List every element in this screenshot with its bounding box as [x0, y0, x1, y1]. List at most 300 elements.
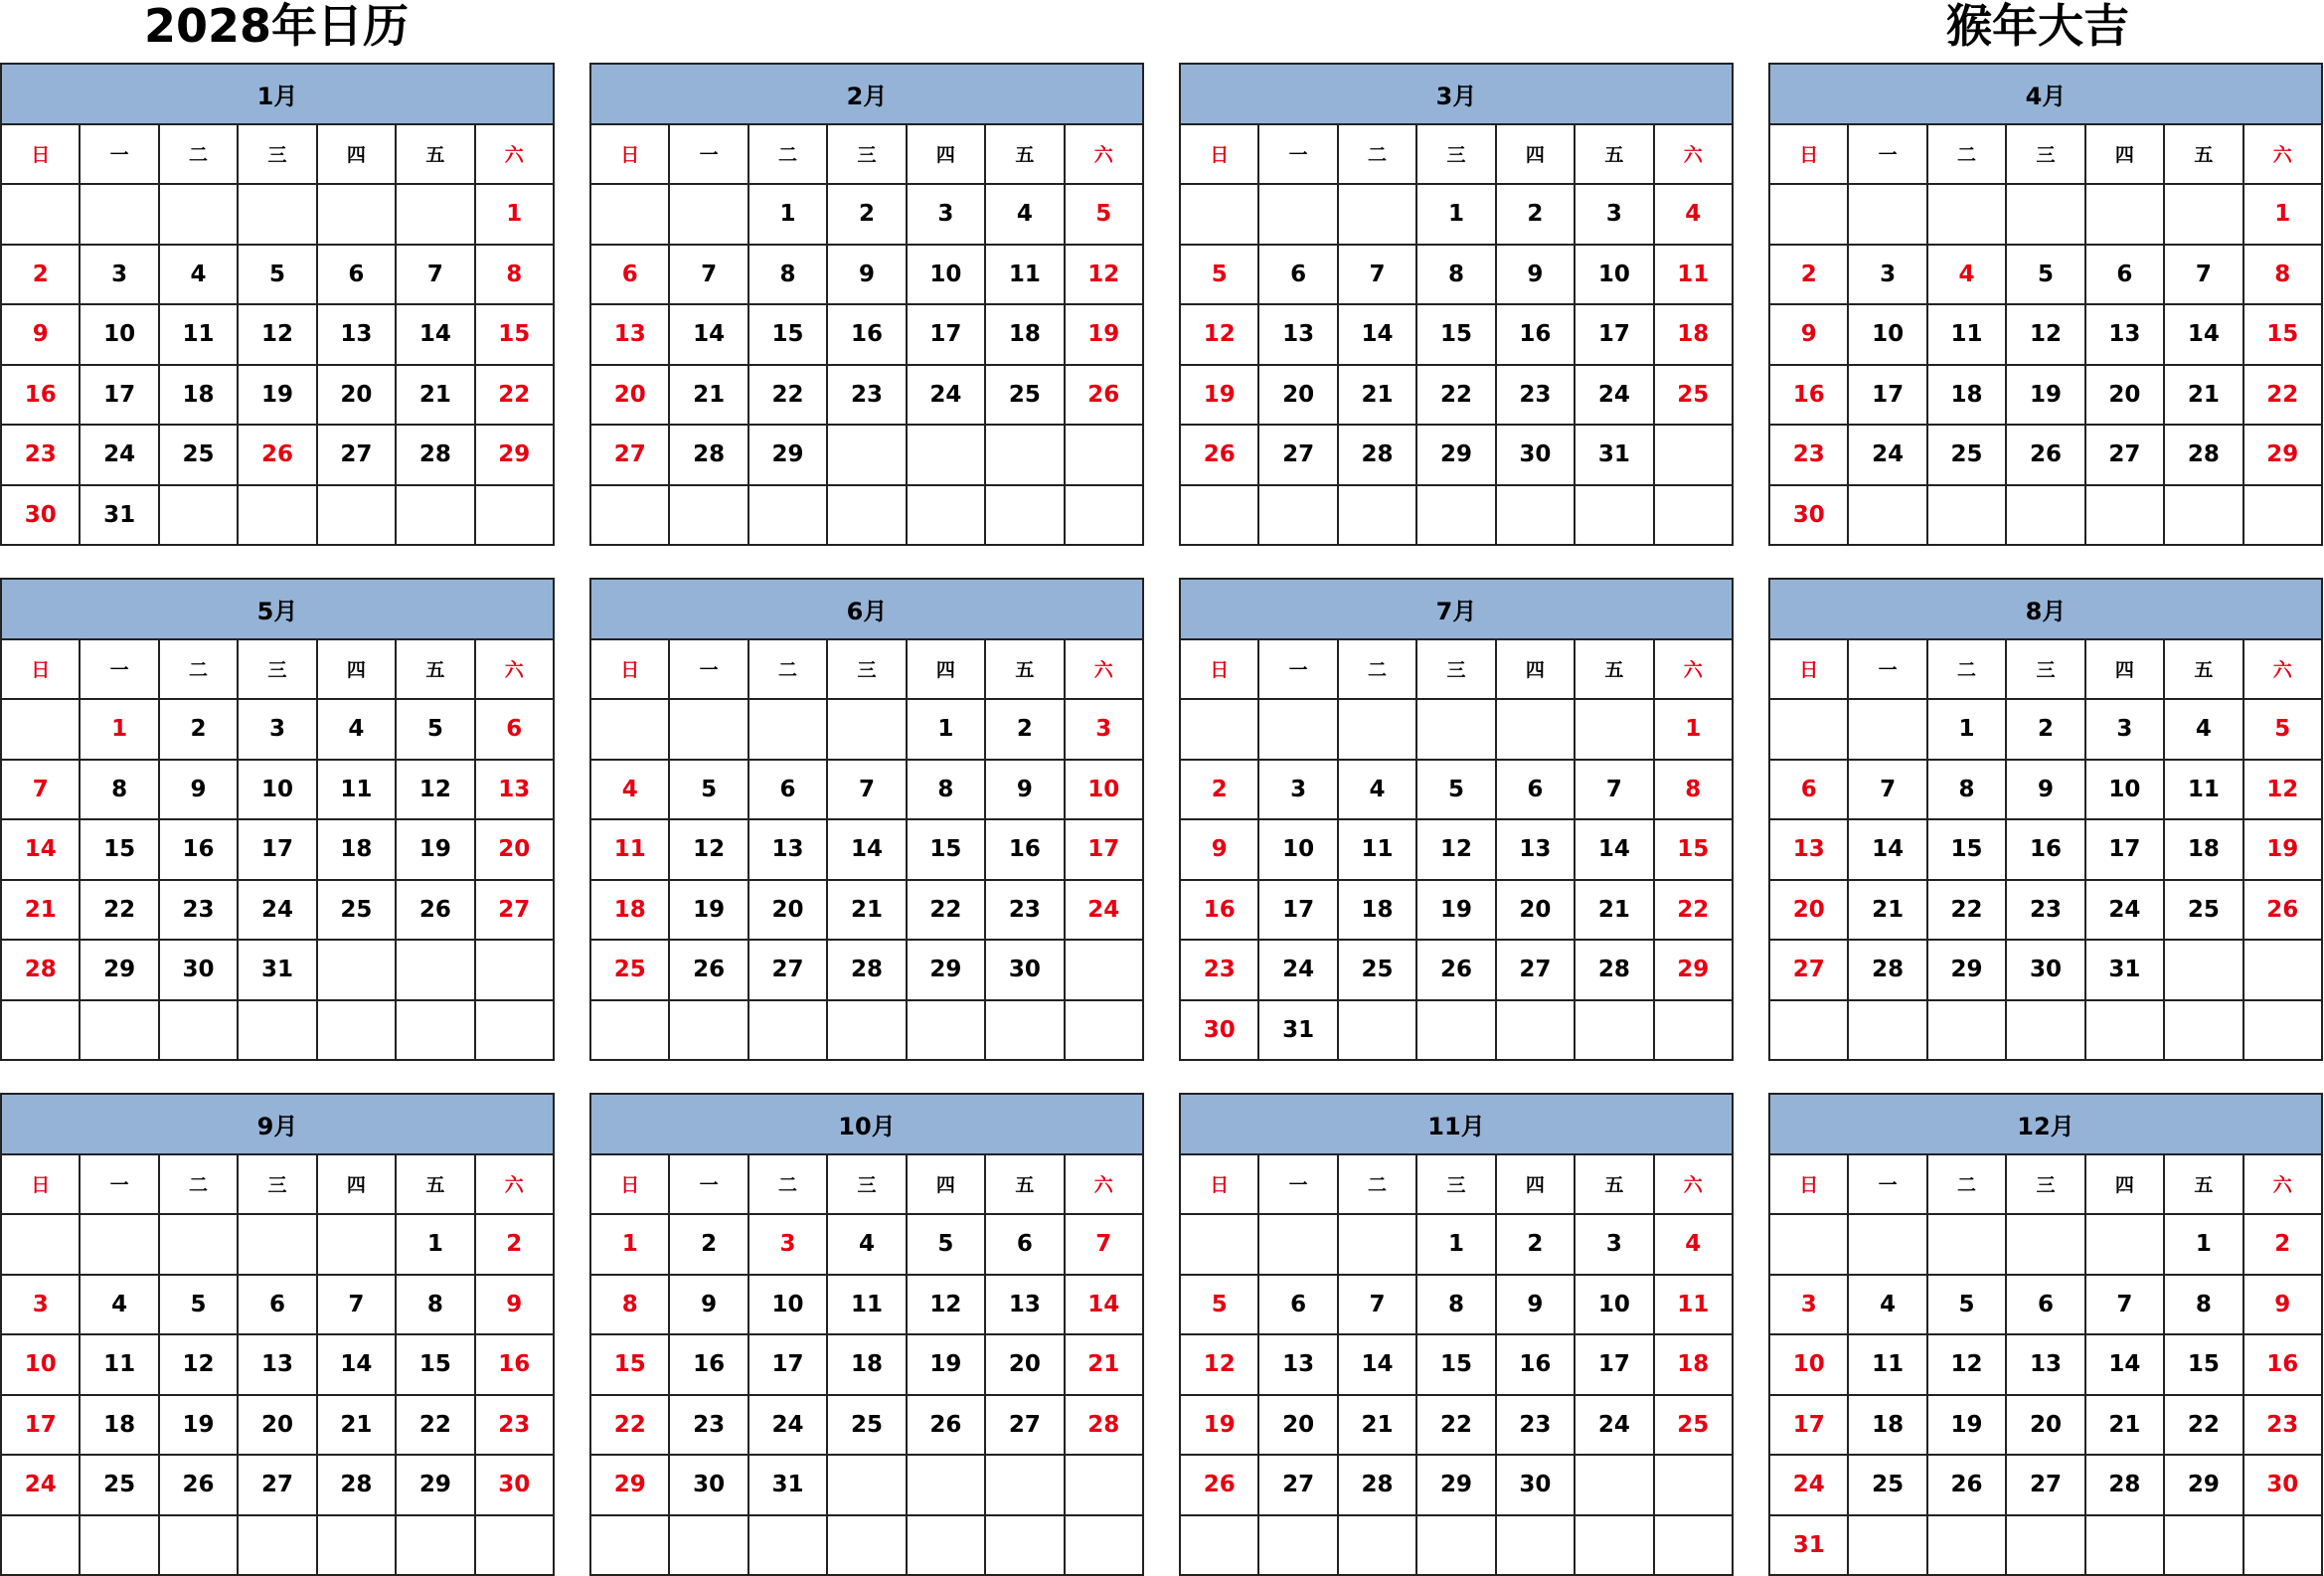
day-cell: 30 — [669, 1455, 747, 1515]
day-cell: 26 — [1416, 940, 1495, 1000]
weekday-label: 六 — [475, 1154, 554, 1215]
day-cell: 8 — [2243, 245, 2322, 305]
day-cell: 7 — [2085, 1275, 2164, 1335]
empty-day-cell — [2243, 940, 2322, 1000]
empty-day-cell — [396, 485, 474, 546]
day-cell: 8 — [80, 760, 158, 820]
day-cell: 31 — [748, 1455, 827, 1515]
day-cell: 27 — [1258, 1455, 1337, 1515]
empty-day-cell — [1258, 699, 1337, 760]
empty-day-cell — [2243, 1000, 2322, 1061]
week-row — [590, 1214, 1143, 1275]
day-cell: 20 — [317, 365, 396, 426]
day-cell: 12 — [396, 760, 474, 820]
day-cell: 24 — [1258, 940, 1337, 1000]
day-cell: 11 — [159, 304, 238, 365]
empty-day-cell — [1416, 1000, 1495, 1061]
week-row — [590, 425, 1143, 485]
empty-day-cell — [1338, 485, 1416, 546]
empty-day-cell — [2085, 184, 2164, 245]
day-cell: 25 — [1927, 425, 2006, 485]
day-cell: 11 — [317, 760, 396, 820]
month-name: 1月 — [1, 64, 554, 124]
weekday-label: 六 — [1654, 124, 1733, 185]
day-cell: 28 — [669, 425, 747, 485]
day-cell: 29 — [475, 425, 554, 485]
day-cell: 30 — [475, 1455, 554, 1515]
empty-day-cell — [1575, 1455, 1653, 1515]
day-cell: 4 — [159, 245, 238, 305]
day-cell: 17 — [1065, 819, 1143, 880]
empty-day-cell — [1065, 1000, 1143, 1061]
weekday-label: 二 — [748, 1154, 827, 1215]
week-row — [590, 365, 1143, 426]
day-cell: 18 — [1927, 365, 2006, 426]
week-row — [1180, 1395, 1733, 1456]
empty-day-cell — [2085, 1000, 2164, 1061]
day-cell: 7 — [1, 760, 80, 820]
day-cell: 5 — [907, 1214, 985, 1275]
empty-day-cell — [2085, 1214, 2164, 1275]
empty-day-cell — [1, 1000, 80, 1061]
weekday-label: 四 — [907, 1154, 985, 1215]
day-cell: 19 — [2243, 819, 2322, 880]
day-cell: 23 — [475, 1395, 554, 1456]
week-row — [590, 760, 1143, 820]
day-cell: 23 — [827, 365, 906, 426]
day-cell: 28 — [827, 940, 906, 1000]
empty-day-cell — [907, 425, 985, 485]
day-cell: 15 — [1416, 304, 1495, 365]
day-cell: 21 — [1848, 880, 1926, 941]
week-row — [590, 245, 1143, 305]
week-row — [1, 304, 554, 365]
day-cell: 22 — [1654, 880, 1733, 941]
day-cell: 5 — [159, 1275, 238, 1335]
empty-day-cell — [827, 1000, 906, 1061]
weekday-label: 五 — [985, 639, 1064, 700]
day-cell: 7 — [669, 245, 747, 305]
week-row — [1769, 699, 2322, 760]
week-row — [1, 1214, 554, 1275]
day-cell: 5 — [1180, 1275, 1258, 1335]
day-cell: 16 — [985, 819, 1064, 880]
day-cell: 21 — [396, 365, 474, 426]
day-cell: 4 — [590, 760, 669, 820]
empty-day-cell — [1, 184, 80, 245]
week-row — [1180, 1334, 1733, 1395]
day-cell: 29 — [748, 425, 827, 485]
day-cell: 13 — [238, 1334, 316, 1395]
month-table — [1768, 63, 2323, 546]
day-cell: 20 — [1258, 365, 1337, 426]
day-cell: 2 — [669, 1214, 747, 1275]
day-cell: 23 — [1496, 365, 1575, 426]
day-cell: 6 — [2006, 1275, 2084, 1335]
empty-day-cell — [1180, 485, 1258, 546]
empty-day-cell — [1, 699, 80, 760]
empty-day-cell — [985, 425, 1064, 485]
day-cell: 31 — [1575, 425, 1653, 485]
weekday-label: 四 — [2085, 124, 2164, 185]
empty-day-cell — [1654, 1515, 1733, 1576]
day-cell: 19 — [159, 1395, 238, 1456]
empty-day-cell — [1338, 1214, 1416, 1275]
day-cell: 14 — [1848, 819, 1926, 880]
day-cell: 26 — [907, 1395, 985, 1456]
day-cell: 8 — [475, 245, 554, 305]
week-row — [590, 485, 1143, 546]
day-cell: 30 — [985, 940, 1064, 1000]
day-cell: 21 — [1, 880, 80, 941]
month-name: 5月 — [1, 579, 554, 639]
weekday-label: 日 — [1180, 1154, 1258, 1215]
day-cell: 3 — [1065, 699, 1143, 760]
day-cell: 12 — [1180, 1334, 1258, 1395]
day-cell: 7 — [2164, 245, 2242, 305]
day-cell: 19 — [1180, 1395, 1258, 1456]
day-cell: 17 — [1769, 1395, 1848, 1456]
month-table — [589, 578, 1144, 1061]
day-cell: 1 — [907, 699, 985, 760]
weekday-label: 日 — [1, 124, 80, 185]
month-table — [1179, 1093, 1734, 1576]
weekday-label: 五 — [2164, 1154, 2242, 1215]
day-cell: 3 — [1258, 760, 1337, 820]
month-calendar-2 — [589, 63, 1144, 546]
week-row — [590, 304, 1143, 365]
day-cell: 20 — [475, 819, 554, 880]
week-row — [590, 1455, 1143, 1515]
month-calendar-8 — [1768, 578, 2323, 1061]
day-cell: 27 — [475, 880, 554, 941]
empty-day-cell — [1769, 1214, 1848, 1275]
empty-day-cell — [827, 425, 906, 485]
empty-day-cell — [1927, 184, 2006, 245]
day-cell: 23 — [669, 1395, 747, 1456]
day-cell: 2 — [2006, 699, 2084, 760]
weekday-label: 五 — [396, 1154, 474, 1215]
empty-day-cell — [2085, 485, 2164, 546]
day-cell: 3 — [748, 1214, 827, 1275]
empty-day-cell — [396, 940, 474, 1000]
day-cell: 2 — [827, 184, 906, 245]
empty-day-cell — [1180, 699, 1258, 760]
day-cell: 11 — [590, 819, 669, 880]
weekday-label: 三 — [238, 1154, 316, 1215]
day-cell: 18 — [827, 1334, 906, 1395]
weekday-label: 三 — [2006, 1154, 2084, 1215]
empty-day-cell — [396, 1000, 474, 1061]
day-cell: 9 — [669, 1275, 747, 1335]
empty-day-cell — [985, 1455, 1064, 1515]
month-calendar-4 — [1768, 63, 2323, 546]
empty-day-cell — [590, 184, 669, 245]
empty-day-cell — [1575, 699, 1653, 760]
weekday-label: 一 — [669, 1154, 747, 1215]
weekday-label: 四 — [2085, 1154, 2164, 1215]
empty-day-cell — [1927, 1000, 2006, 1061]
month-table — [0, 578, 555, 1061]
day-cell: 26 — [1180, 425, 1258, 485]
day-cell: 5 — [1416, 760, 1495, 820]
day-cell: 29 — [1654, 940, 1733, 1000]
day-cell: 20 — [748, 880, 827, 941]
day-cell: 2 — [2243, 1214, 2322, 1275]
empty-day-cell — [907, 485, 985, 546]
weekday-label: 三 — [2006, 639, 2084, 700]
day-cell: 31 — [2085, 940, 2164, 1000]
day-cell: 7 — [396, 245, 474, 305]
day-cell: 8 — [1927, 760, 2006, 820]
weekday-label: 三 — [1416, 1154, 1495, 1215]
month-calendar-6 — [589, 578, 1144, 1061]
empty-day-cell — [2164, 1000, 2242, 1061]
day-cell: 29 — [1927, 940, 2006, 1000]
weekday-label: 一 — [80, 124, 158, 185]
day-cell: 21 — [827, 880, 906, 941]
month-table — [589, 63, 1144, 546]
week-row — [1, 1515, 554, 1576]
empty-day-cell — [2164, 485, 2242, 546]
weekday-label: 二 — [748, 639, 827, 700]
week-row — [1180, 365, 1733, 426]
day-cell: 22 — [2164, 1395, 2242, 1456]
empty-day-cell — [1416, 1515, 1495, 1576]
empty-day-cell — [1416, 485, 1495, 546]
day-cell: 28 — [2164, 425, 2242, 485]
empty-day-cell — [159, 1515, 238, 1576]
empty-day-cell — [159, 485, 238, 546]
week-row — [1, 485, 554, 546]
month-calendar-7 — [1179, 578, 1734, 1061]
day-cell: 10 — [1848, 304, 1926, 365]
week-row — [1180, 245, 1733, 305]
empty-day-cell — [669, 699, 747, 760]
day-cell: 23 — [1180, 940, 1258, 1000]
day-cell: 11 — [80, 1334, 158, 1395]
day-cell: 17 — [1, 1395, 80, 1456]
day-cell: 5 — [238, 245, 316, 305]
day-cell: 17 — [238, 819, 316, 880]
weekday-label: 一 — [1258, 1154, 1337, 1215]
day-cell: 6 — [985, 1214, 1064, 1275]
day-cell: 3 — [1848, 245, 1926, 305]
day-cell: 5 — [2006, 245, 2084, 305]
week-row — [1, 1455, 554, 1515]
weekday-label: 日 — [590, 124, 669, 185]
empty-day-cell — [238, 485, 316, 546]
day-cell: 10 — [1258, 819, 1337, 880]
weekday-label: 二 — [1927, 639, 2006, 700]
day-cell: 9 — [1496, 1275, 1575, 1335]
week-row — [1180, 485, 1733, 546]
day-cell: 25 — [80, 1455, 158, 1515]
day-cell: 4 — [80, 1275, 158, 1335]
empty-day-cell — [1065, 1515, 1143, 1576]
week-row — [590, 819, 1143, 880]
day-cell: 22 — [475, 365, 554, 426]
empty-day-cell — [2243, 485, 2322, 546]
day-cell: 28 — [1338, 425, 1416, 485]
month-table — [1179, 578, 1734, 1061]
weekday-label: 二 — [1338, 639, 1416, 700]
month-calendar-12 — [1768, 1093, 2323, 1576]
weekday-label: 四 — [317, 1154, 396, 1215]
day-cell: 30 — [1769, 485, 1848, 546]
day-cell: 3 — [1, 1275, 80, 1335]
weekday-label: 五 — [396, 124, 474, 185]
day-cell: 22 — [2243, 365, 2322, 426]
day-cell: 10 — [1065, 760, 1143, 820]
day-cell: 13 — [748, 819, 827, 880]
empty-day-cell — [1258, 184, 1337, 245]
day-cell: 14 — [1575, 819, 1653, 880]
day-cell: 13 — [475, 760, 554, 820]
weekday-label: 六 — [475, 639, 554, 700]
day-cell: 25 — [1848, 1455, 1926, 1515]
month-table — [1179, 63, 1734, 546]
day-cell: 10 — [1575, 245, 1653, 305]
empty-day-cell — [317, 1515, 396, 1576]
day-cell: 19 — [669, 880, 747, 941]
week-row — [1180, 425, 1733, 485]
day-cell: 28 — [396, 425, 474, 485]
day-cell: 10 — [2085, 760, 2164, 820]
empty-day-cell — [1848, 1214, 1926, 1275]
day-cell: 1 — [590, 1214, 669, 1275]
day-cell: 27 — [317, 425, 396, 485]
week-row — [590, 940, 1143, 1000]
day-cell: 21 — [317, 1395, 396, 1456]
weekday-label: 五 — [396, 639, 474, 700]
day-cell: 1 — [748, 184, 827, 245]
empty-day-cell — [827, 1515, 906, 1576]
day-cell: 16 — [159, 819, 238, 880]
day-cell: 17 — [907, 304, 985, 365]
day-cell: 7 — [1575, 760, 1653, 820]
empty-day-cell — [1575, 1515, 1653, 1576]
day-cell: 18 — [1338, 880, 1416, 941]
day-cell: 28 — [1, 940, 80, 1000]
month-table — [589, 1093, 1144, 1576]
day-cell: 24 — [1575, 365, 1653, 426]
empty-day-cell — [1654, 425, 1733, 485]
month-name: 8月 — [1769, 579, 2322, 639]
day-cell: 19 — [238, 365, 316, 426]
empty-day-cell — [1496, 485, 1575, 546]
day-cell: 30 — [2006, 940, 2084, 1000]
day-cell: 17 — [1258, 880, 1337, 941]
empty-day-cell — [1575, 485, 1653, 546]
day-cell: 7 — [1338, 245, 1416, 305]
empty-day-cell — [1180, 1214, 1258, 1275]
empty-day-cell — [317, 485, 396, 546]
empty-day-cell — [1848, 1515, 1926, 1576]
day-cell: 20 — [985, 1334, 1064, 1395]
month-table — [1768, 1093, 2323, 1576]
month-name: 7月 — [1180, 579, 1733, 639]
day-cell: 30 — [1496, 425, 1575, 485]
day-cell: 16 — [1, 365, 80, 426]
week-row — [590, 1334, 1143, 1395]
day-cell: 29 — [2164, 1455, 2242, 1515]
day-cell: 27 — [985, 1395, 1064, 1456]
day-cell: 27 — [748, 940, 827, 1000]
day-cell: 28 — [1848, 940, 1926, 1000]
day-cell: 24 — [238, 880, 316, 941]
day-cell: 10 — [80, 304, 158, 365]
week-row — [1, 880, 554, 941]
day-cell: 15 — [80, 819, 158, 880]
empty-day-cell — [1065, 1455, 1143, 1515]
day-cell: 22 — [590, 1395, 669, 1456]
weekday-label: 一 — [1848, 124, 1926, 185]
day-cell: 3 — [907, 184, 985, 245]
weekday-label: 日 — [1769, 639, 1848, 700]
day-cell: 13 — [1258, 304, 1337, 365]
empty-day-cell — [1654, 1000, 1733, 1061]
empty-day-cell — [2243, 1515, 2322, 1576]
day-cell: 6 — [748, 760, 827, 820]
day-cell: 23 — [985, 880, 1064, 941]
day-cell: 21 — [669, 365, 747, 426]
day-cell: 1 — [80, 699, 158, 760]
day-cell: 14 — [669, 304, 747, 365]
empty-day-cell — [827, 485, 906, 546]
week-row — [1769, 304, 2322, 365]
day-cell: 15 — [2243, 304, 2322, 365]
day-cell: 16 — [827, 304, 906, 365]
day-cell: 21 — [1065, 1334, 1143, 1395]
empty-day-cell — [80, 1515, 158, 1576]
empty-day-cell — [317, 184, 396, 245]
week-row — [590, 1000, 1143, 1061]
empty-day-cell — [475, 485, 554, 546]
week-row — [1769, 1455, 2322, 1515]
day-cell: 27 — [2006, 1455, 2084, 1515]
weekday-label: 四 — [1496, 639, 1575, 700]
day-cell: 2 — [1496, 1214, 1575, 1275]
day-cell: 13 — [590, 304, 669, 365]
month-name: 6月 — [590, 579, 1143, 639]
day-cell: 24 — [2085, 880, 2164, 941]
month-calendar-1 — [0, 63, 555, 546]
day-cell: 3 — [1575, 1214, 1653, 1275]
weekday-label: 一 — [1258, 124, 1337, 185]
day-cell: 3 — [1769, 1275, 1848, 1335]
weekday-label: 三 — [827, 639, 906, 700]
week-row — [1180, 1000, 1733, 1061]
day-cell: 12 — [1065, 245, 1143, 305]
day-cell: 11 — [1927, 304, 2006, 365]
weekday-label: 二 — [159, 124, 238, 185]
weekday-label: 四 — [1496, 124, 1575, 185]
day-cell: 19 — [2006, 365, 2084, 426]
weekday-label: 三 — [2006, 124, 2084, 185]
week-row — [590, 699, 1143, 760]
day-cell: 25 — [590, 940, 669, 1000]
empty-day-cell — [1769, 699, 1848, 760]
day-cell: 20 — [1496, 880, 1575, 941]
empty-day-cell — [2085, 1515, 2164, 1576]
week-row — [1769, 1000, 2322, 1061]
week-row — [1769, 1395, 2322, 1456]
month-name: 11月 — [1180, 1094, 1733, 1154]
day-cell: 15 — [1927, 819, 2006, 880]
day-cell: 24 — [1, 1455, 80, 1515]
day-cell: 8 — [590, 1275, 669, 1335]
